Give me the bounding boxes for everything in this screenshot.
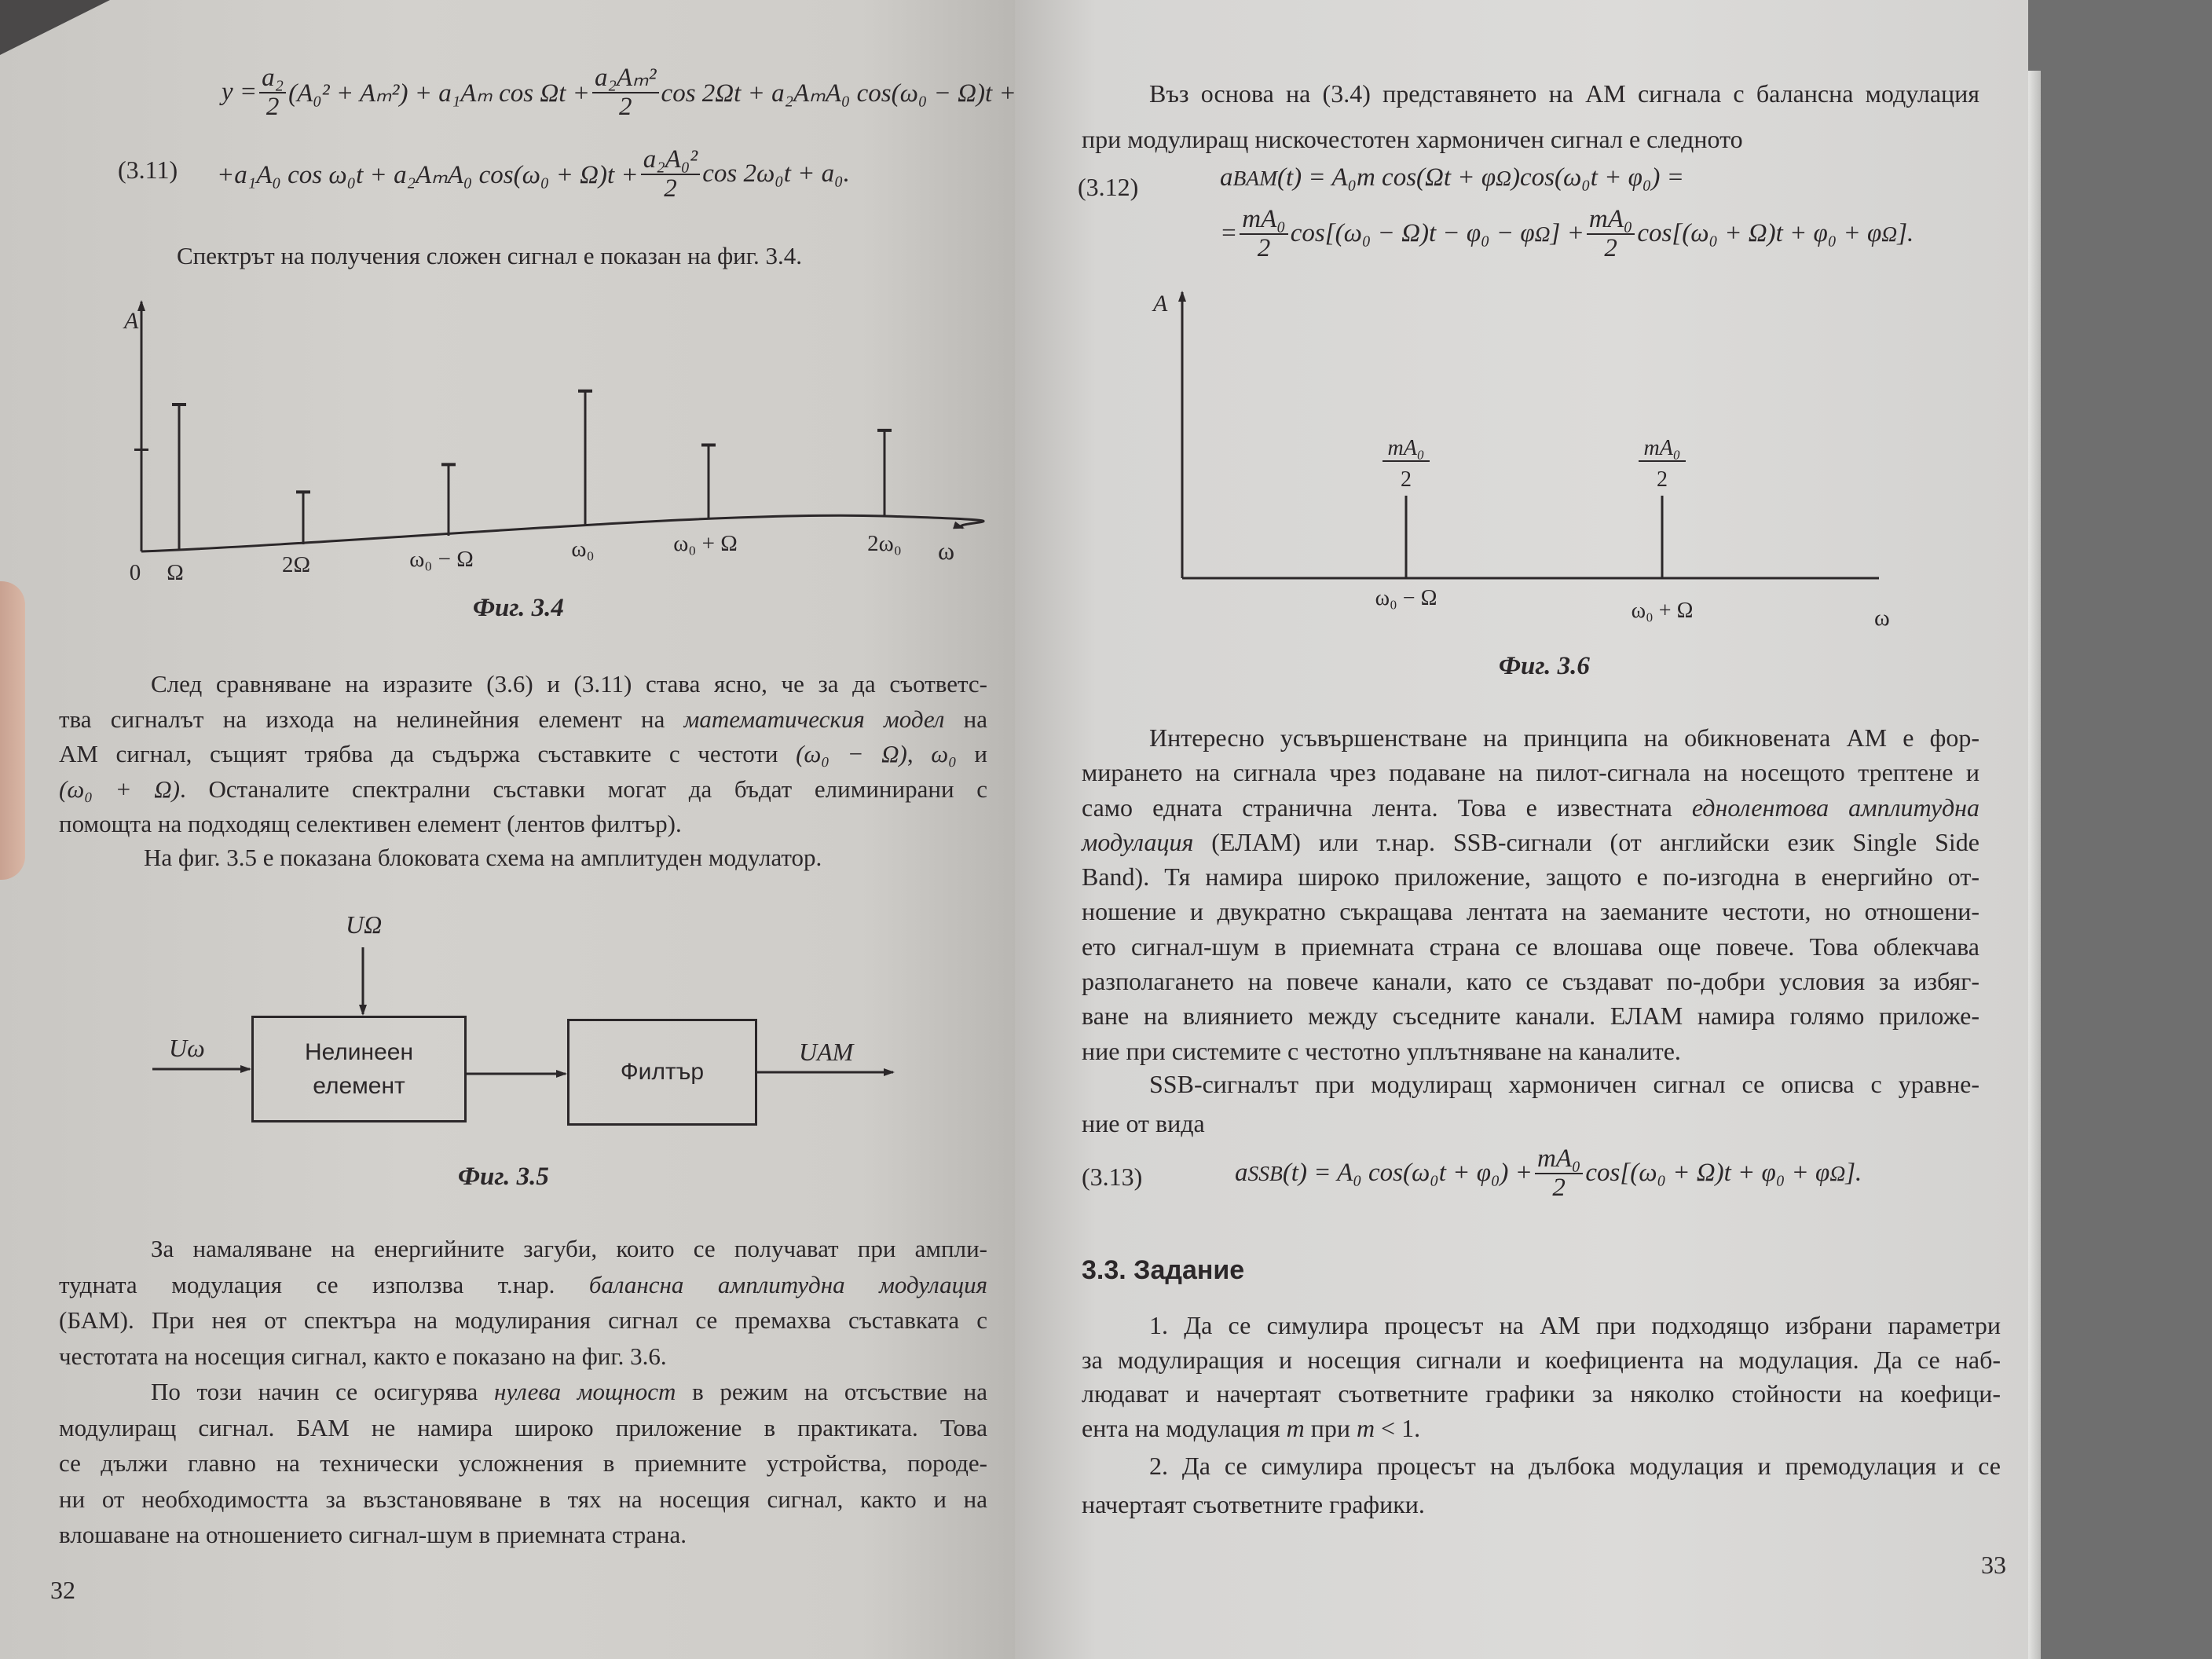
- text-run: +a₁A₀ cos ω₀t + a₂AₘA₀ cos(ω₀ + Ω)t +: [217, 160, 639, 189]
- text-run: АМ сигнал, същият трябва да съдържа съставките с честоти: [59, 740, 797, 767]
- text-run: cos[(ω₀ + Ω)t + φ₀ + φ: [1637, 219, 1882, 248]
- equation-label-3-12: (3.12): [1078, 173, 1139, 201]
- text-line: [1082, 1343, 2001, 1378]
- amplitude-label-numerator: mA₀: [1643, 436, 1681, 460]
- subscript: Ω: [1496, 165, 1511, 190]
- fig35-modulating-input-label: UΩ: [346, 910, 383, 939]
- text-run: ента на модулация: [1082, 1413, 1287, 1442]
- text-run: на: [944, 705, 987, 733]
- fraction-denominator: 2: [1604, 233, 1617, 262]
- text-run: Въз основа на (3.4) представянето на АМ сигнала с балансна модулация: [1149, 79, 1979, 108]
- italic-run: модулация: [1082, 827, 1194, 856]
- fraction: [1587, 206, 1635, 262]
- text-run: Спектрът на получения сложен сигнал е показан на фиг. 3.4.: [177, 242, 802, 269]
- text-run: За намаляване на енергийните загуби, които се получават при ампли-: [151, 1235, 987, 1262]
- text-line: [59, 667, 987, 702]
- fig36-axis-y-label: A: [1153, 291, 1168, 317]
- text-run: при модулиращ нискочестотен хармоничен сигнал е следното: [1082, 125, 1743, 153]
- text-line: [59, 737, 987, 772]
- fig36-axis-x-label: ω: [1874, 605, 1890, 631]
- fraction-numerator: a₂A₀²: [641, 146, 701, 175]
- fig34-axis-x-label: ω: [938, 537, 955, 565]
- text-line: [1082, 825, 1979, 859]
- equation-3-12-row2: [1220, 206, 1914, 262]
- amplitude-label-denominator: 2: [1401, 467, 1412, 492]
- frequency-tick-label: 2Ω: [281, 552, 311, 577]
- text-line: [1082, 1064, 1979, 1104]
- page-number-right: 33: [1981, 1551, 2006, 1579]
- text-line: [1082, 790, 1979, 825]
- text-run: y =: [222, 78, 258, 107]
- text-line: [1082, 71, 1979, 116]
- text-line: [1082, 1485, 2001, 1524]
- text-line: [1082, 859, 1979, 894]
- equation-3-13: [1235, 1145, 1862, 1201]
- text-line: [1082, 1377, 2001, 1412]
- frequency-tick-label: ω₀ − Ω: [1375, 586, 1437, 610]
- fig35-output-label: UAM: [799, 1038, 854, 1066]
- text-run: тудната модулация се използва т.нар.: [59, 1270, 589, 1298]
- text-run: при: [1304, 1413, 1357, 1442]
- text-line: [59, 1339, 987, 1375]
- text-run: честотата на носещия сигнал, както е показано на фиг. 3.6.: [59, 1342, 667, 1370]
- text-line: [1082, 998, 1979, 1033]
- italic-run: m: [1356, 1413, 1375, 1442]
- text-line: [59, 1374, 987, 1410]
- figure-3-4-caption: Фиг. 3.4: [473, 594, 564, 622]
- text-run: начертаят съответните графики.: [1082, 1490, 1425, 1518]
- text-run: влошаване на отношението сигнал-шум в приемната страна.: [59, 1521, 687, 1548]
- italic-run: математическия модел: [683, 705, 945, 733]
- text-line: [1082, 1104, 1979, 1143]
- section-heading: 3.3. Задание: [1082, 1255, 1245, 1285]
- fraction-numerator: a₂: [259, 64, 286, 93]
- paragraph-comparison: [59, 667, 987, 842]
- text-line: [1082, 964, 1979, 998]
- text-run: мирането на сигнала чрез подаване на пилот-сигнала на носещото трептене и: [1082, 758, 1979, 787]
- italic-run: (ω₀ + Ω): [59, 775, 181, 803]
- task-2: [1082, 1447, 2001, 1524]
- fraction-denominator: 2: [266, 92, 280, 121]
- text-run: =: [1220, 219, 1238, 248]
- text-run: cos[(ω₀ − Ω)t − φ₀ − φ: [1290, 219, 1535, 248]
- text-run: модулиращ сигнал. БАМ не намира широко приложение в практиката. Това: [59, 1413, 987, 1441]
- text-line: [59, 702, 987, 738]
- fig35-block2-label: Филтър: [620, 1059, 705, 1086]
- amplitude-label-denominator: 2: [1657, 467, 1668, 492]
- text-run: (БАМ). При нея от спектъра на модулирания сигнал се премахва съставката с: [59, 1306, 987, 1334]
- text-run: 2. Да се симулира процесът на дълбока модулация и премодулация и се: [1149, 1452, 2001, 1480]
- text-run: в режим на отсъствие на: [676, 1378, 987, 1405]
- text-line: [1082, 1412, 2001, 1446]
- fraction-denominator: 2: [1552, 1173, 1566, 1202]
- frequency-tick-label: ω₀ + Ω: [1631, 599, 1694, 623]
- text-line: [59, 1517, 987, 1553]
- fig34-frequency-axis: [141, 515, 983, 551]
- text-run: тва сигналът на изхода на нелинейния елемент на: [59, 705, 684, 733]
- frequency-tick-label: 2ω₀: [867, 531, 902, 556]
- text-line: [1082, 1447, 2001, 1485]
- fraction-numerator: mA₀: [1240, 206, 1287, 235]
- frequency-tick-label: ω₀: [571, 537, 595, 562]
- text-run: ].: [1897, 219, 1914, 248]
- text-run: )cos(ω₀t + φ₀) =: [1511, 163, 1684, 192]
- frequency-tick-label: ω₀ + Ω: [673, 531, 738, 556]
- text-line: [59, 807, 987, 842]
- fraction-denominator: 2: [619, 92, 632, 121]
- text-line: [1082, 755, 1979, 789]
- paragraph-fig35-intro: [59, 840, 987, 876]
- text-run: людават и начертаят съответните графики за няколко стойности на коефици-: [1082, 1379, 2001, 1408]
- text-line: [59, 772, 987, 808]
- italic-run: (ω₀ − Ω): [796, 740, 907, 767]
- text-run: (t) = A₀m cos(Ωt + φ: [1277, 163, 1496, 192]
- figure-3-5-caption: Фиг. 3.5: [458, 1163, 549, 1191]
- text-run: a: [1220, 163, 1233, 192]
- fig35-carrier-input-label: Uω: [169, 1034, 205, 1062]
- text-run: ,: [906, 740, 932, 767]
- text-run: разполагането на повече канали, като се създават по-добри условия за избяг-: [1082, 967, 1979, 996]
- italic-run: нулева мощност: [493, 1378, 676, 1405]
- text-line: [59, 1231, 987, 1267]
- text-run: SSB-сигналът при модулиращ хармоничен сигнал се описва с уравне-: [1149, 1070, 1979, 1098]
- text-run: само едната странична лента. Това е известната: [1082, 793, 1692, 822]
- text-run: ношение и двукратно съкращава лентата на заеманите честоти, но отношени-: [1082, 897, 1979, 926]
- equation-label-3-13: (3.13): [1082, 1163, 1143, 1191]
- text-run: и: [956, 740, 988, 767]
- text-run: . Останалите спектрални съставки могат да бъдат елиминирани с: [180, 775, 987, 803]
- text-run: ние при системите с честотно уплътняване на каналите.: [1082, 1036, 1681, 1065]
- subscript: Ω: [1829, 1160, 1846, 1185]
- text-run: се дължи главно на технически усложнения в приемните устройства, породе-: [59, 1449, 987, 1477]
- text-run: (A₀² + Aₘ²) + a₁Aₘ cos Ωt +: [288, 79, 590, 108]
- amplitude-label-numerator: mA₀: [1387, 436, 1425, 460]
- text-line: [59, 1267, 987, 1303]
- fraction-numerator: mA₀: [1535, 1145, 1583, 1174]
- fraction-numerator: a₂Aₘ²: [592, 64, 659, 93]
- text-run: cos 2Ωt + a₂AₘA₀ cos(ω₀ − Ω)t +: [661, 79, 1016, 108]
- paragraph-bam-intro: [1082, 71, 1979, 162]
- frequency-tick-label: ω₀ − Ω: [409, 547, 474, 572]
- text-run: Интересно усъвършенстване на принципа на обикновената АМ е фор-: [1149, 723, 1979, 752]
- text-line: [1082, 929, 1979, 964]
- subscript: Ω: [1881, 221, 1898, 246]
- task-1: [1082, 1309, 2001, 1445]
- text-run: ] +: [1550, 219, 1584, 248]
- paragraph-ssb: [1082, 720, 1979, 1068]
- fig34-axis-y-label: A: [124, 308, 139, 334]
- text-line: [1082, 720, 1979, 755]
- fig35-filter-block: [567, 1019, 757, 1126]
- text-run: 1. Да се симулира процесът на АМ при подходящо избрани параметри: [1149, 1311, 2001, 1339]
- text-run: a: [1235, 1159, 1248, 1188]
- frequency-tick-label: 0: [129, 560, 141, 585]
- text-line: [59, 1481, 987, 1518]
- italic-run: ω₀: [931, 740, 957, 767]
- text-run: (t) = A₀ cos(ω₀t + φ₀) +: [1282, 1159, 1533, 1188]
- text-run: cos[(ω₀ + Ω)t + φ₀ + φ: [1585, 1159, 1830, 1188]
- page-number-left: 32: [50, 1576, 75, 1604]
- text-run: Band). Тя намира широко приложение, защото е по-изгодна в енергийно от-: [1082, 862, 1979, 892]
- frequency-tick-label: Ω: [167, 560, 184, 585]
- text-run: ване на влиянието между съседните канали. ЕЛАМ намира голямо приложе-: [1082, 1002, 1979, 1031]
- fig35-block1-line1: Нелинеен: [304, 1038, 414, 1065]
- text-line: [59, 1445, 987, 1481]
- text-line: [1082, 116, 1979, 162]
- fraction: [1535, 1145, 1583, 1201]
- text-run: На фиг. 3.5 е показана блоковата схема на амплитуден модулатор.: [144, 844, 822, 871]
- text-line: [1082, 1309, 2001, 1343]
- text-run: ].: [1845, 1159, 1862, 1188]
- text-line: [59, 1410, 987, 1446]
- italic-run: балансна амплитудна модулация: [588, 1270, 987, 1298]
- text-run: за модулиращия и носещия сигнали и коефициента на модулация. Да се наб-: [1082, 1345, 2001, 1374]
- figure-3-6-caption: Фиг. 3.6: [1499, 652, 1590, 680]
- fig35-nonlinear-element-block: [251, 1016, 467, 1122]
- equation-label-3-11: (3.11): [118, 156, 178, 184]
- paragraph-zero-power: [59, 1374, 987, 1553]
- paragraph-ssb-equation-intro: [1082, 1064, 1979, 1143]
- text-run: ние от вида: [1082, 1109, 1205, 1137]
- text-run: помощта на подходящ селективен елемент (лентов филтър).: [59, 810, 682, 837]
- text-line: [1082, 1034, 1979, 1068]
- text-run: След сравняване на изразите (3.6) и (3.11) става ясно, че за да съответс-: [151, 670, 987, 698]
- italic-run: еднолентова амплитудна: [1691, 793, 1980, 822]
- fraction-numerator: mA₀: [1587, 206, 1635, 235]
- fraction: [1240, 206, 1287, 262]
- text-line: [1082, 894, 1979, 928]
- fraction-denominator: 2: [1257, 233, 1271, 262]
- subscript: SSB: [1247, 1160, 1283, 1185]
- fig35-block1-line2: елемент: [313, 1073, 405, 1099]
- text-run: (ЕЛАМ) или т.нар. SSB-сигнали (от английски език Single Side: [1193, 827, 1979, 856]
- text-run: ето сигнал-шум в приемната страна се влошава още повече. Това облекчава: [1082, 932, 1979, 961]
- fraction-denominator: 2: [664, 174, 677, 203]
- text-run: < 1.: [1375, 1413, 1421, 1442]
- equation-3-12-row1: [1220, 163, 1684, 192]
- text-line: [59, 840, 987, 876]
- text-run: По този начин се осигурява: [151, 1378, 494, 1405]
- text-line: [59, 1302, 987, 1339]
- paragraph-bam: [59, 1231, 987, 1374]
- italic-run: m: [1286, 1413, 1305, 1442]
- subscript: Ω: [1534, 221, 1551, 246]
- text-run: cos 2ω₀t + a₀.: [702, 159, 850, 189]
- subscript: BAM: [1232, 165, 1278, 190]
- text-run: ни от необходимостта за възстановяване в тях на носещия сигнал, както и на: [59, 1485, 987, 1513]
